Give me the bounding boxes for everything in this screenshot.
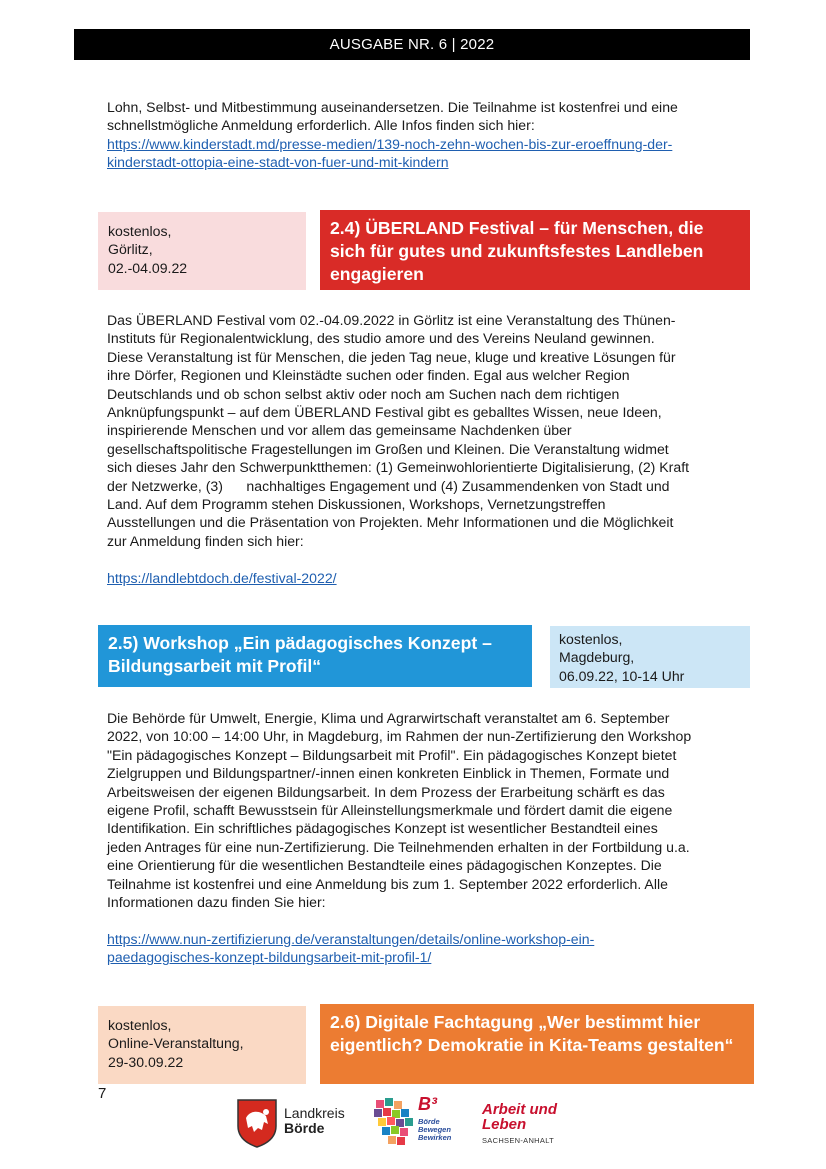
body-line: Das ÜBERLAND Festival vom 02.-04.09.2022 in Görlitz ist eine Veranstaltung des Thünen- bbox=[107, 312, 676, 328]
body-line: Land. Auf dem Programm stehen Diskussionen, Workshops, Vernetzungstreffen bbox=[107, 496, 606, 513]
logo-landkreis-text: Landkreis bbox=[284, 1105, 345, 1121]
body-line: eine Orientierung für die wesentlichen Bestandteile eines pädagogischen Konzeptes. Die bbox=[107, 857, 662, 874]
body-line: Die Behörde für Umwelt, Energie, Klima und Agrarwirtschaft veranstaltet am 6. September bbox=[107, 710, 670, 726]
page-number: 7 bbox=[98, 1085, 107, 1102]
festival-link[interactable]: https://landlebtdoch.de/festival-2022/ bbox=[107, 569, 337, 586]
body-line: Zielgruppen und Bildungspartner/-innen einen konkreten Einblick in Themen, Formate und bbox=[107, 765, 670, 782]
kinderstadt-link-line1[interactable]: https://www.kinderstadt.md/presse-medien/139-noch-zehn-wochen-bis-zur-eroeffnung-der- bbox=[107, 135, 673, 152]
logo-arbeit-und-leben bbox=[482, 1102, 582, 1152]
logo-b3 bbox=[372, 1094, 462, 1154]
body-line: 2022, von 10:00 – 14:00 Uhr, in Magdeburg, im Rahmen der nun-Zertifizierung den Workshop bbox=[107, 728, 692, 745]
intro-text: Lohn, Selbst- und Mitbestimmung auseinandersetzen. Die Teilnahme ist kostenfrei und eine schnellstmögliche Anmeldung erforderlich. Alle Infos finden sich hier: bbox=[107, 99, 678, 134]
event-2-5-title bbox=[98, 625, 532, 687]
body-line: inspirierende Menschen und vor allem das gemeinsame Nachdenken über bbox=[107, 422, 572, 439]
body-line: "Ein pädagogisches Konzept – Bildungsarbeit mit Profil". Ein pädagogisches Konzept bietet bbox=[107, 746, 677, 763]
body-line: sich dieses Jahr den Schwerpunktthemen: (1) Gemeinwohlorientierte Digitalisierung, (2) Kraft bbox=[107, 459, 690, 476]
issue-header bbox=[74, 29, 750, 60]
event-2-6-location: Online-Veranstaltung, bbox=[108, 1035, 244, 1052]
event-2-4-title bbox=[320, 210, 750, 290]
body-line: Instituts für Regionalentwicklung, des studio amore und des Vereins Neuland gewinnen. bbox=[107, 330, 655, 347]
logo-boerde-text: Börde bbox=[284, 1120, 325, 1136]
b3-line: Bewegen bbox=[418, 1125, 451, 1134]
kinderstadt-link-line2[interactable]: kinderstadt-ottopia-eine-stadt-von-fuer-und-mit-kindern bbox=[107, 154, 449, 171]
b3-line: Bewirken bbox=[418, 1133, 452, 1142]
body-line: Identifikation. Ein schriftliches pädagogisches Konzept ist wesentlicher Bestandteil eines bbox=[107, 820, 658, 837]
event-2-6-info bbox=[98, 1006, 306, 1084]
body-line: Ausstellungen und die Präsentation von Projekten. Mehr Informationen und die Möglichkeit bbox=[107, 514, 674, 531]
body-line: Informationen dazu finden Sie hier: bbox=[107, 894, 326, 911]
event-2-4-title-text: 2.4) ÜBERLAND Festival – für Menschen, die sich für gutes und zukunftsfestes Landleben engagieren bbox=[330, 218, 704, 284]
event-2-5-info bbox=[550, 626, 750, 688]
event-2-5-date: 06.09.22, 10-14 Uhr bbox=[559, 667, 685, 684]
event-2-5-cost: kostenlos, bbox=[559, 631, 623, 647]
body-line: Diese Veranstaltung ist für Menschen, die jeden Tag neue, kluge und kreative Lösungen für bbox=[107, 348, 676, 365]
intro-paragraph bbox=[107, 98, 747, 172]
body-line: der Netzwerke, (3) nachhaltiges Engagement und (4) Zusammendenken von Stadt und bbox=[107, 477, 670, 494]
event-2-6-title bbox=[320, 1004, 754, 1084]
body-line: Deutschlands und ob schon selbst aktiv oder noch am Suchen nach dem richtigen bbox=[107, 385, 620, 402]
logo-landkreis-boerde bbox=[236, 1098, 346, 1150]
nun-link-line2[interactable]: paedagogisches-konzept-bildungsarbeit-mit-profil-1/ bbox=[107, 949, 432, 966]
b3-mark: B³ bbox=[418, 1094, 437, 1114]
event-2-6-date: 29-30.09.22 bbox=[108, 1053, 184, 1070]
event-2-4-location: Görlitz, bbox=[108, 241, 153, 258]
boerde-coat-of-arms-icon bbox=[236, 1098, 278, 1148]
body-line: Teilnahme ist kostenfrei und eine Anmeldung bis zum 1. September 2022 erforderlich. Alle bbox=[107, 875, 668, 892]
body-line: gesellschaftspolitische Fragestellungen im Großen und Kleinen. Die Veranstaltung widmet bbox=[107, 440, 669, 457]
footer-logos bbox=[0, 1094, 826, 1154]
nun-link-line1[interactable]: https://www.nun-zertifizierung.de/veranstaltungen/details/online-workshop-ein- bbox=[107, 930, 595, 947]
body-line: Anknüpfungspunkt – auf dem ÜBERLAND Festival gibt es geballtes Wissen, neue Ideen, bbox=[107, 404, 662, 421]
logo-arbeit-und-text: Arbeit und bbox=[482, 1101, 557, 1118]
body-line: zur Anmeldung finden sich hier: bbox=[107, 532, 304, 549]
event-2-6-title-text: 2.6) Digitale Fachtagung „Wer bestimmt hier eigentlich? Demokratie in Kita-Teams gestalten“ bbox=[330, 1012, 734, 1055]
event-2-4-cost: kostenlos, bbox=[108, 223, 172, 239]
body-line: Arbeitsweisen der eigenen Bildungsarbeit. In dem Prozess der Erarbeitung schärft es das bbox=[107, 783, 665, 800]
event-2-5-body bbox=[107, 709, 747, 967]
body-line: jeden Antrages für eine nun-Zertifizierung. Die Teilnehmenden erhalten in der Fortbildung u.a. bbox=[107, 838, 690, 855]
event-2-4-body bbox=[107, 311, 747, 587]
event-2-5-location: Magdeburg, bbox=[559, 649, 635, 666]
body-line: ihre Dörfer, Regionen und Kleinstädte suchen oder finden. Egal aus welcher Region bbox=[107, 367, 630, 384]
b3-line: Börde bbox=[418, 1117, 440, 1126]
event-2-6-cost: kostenlos, bbox=[108, 1017, 172, 1033]
event-2-4-info bbox=[98, 212, 306, 290]
logo-leben-text: Leben bbox=[482, 1116, 527, 1133]
body-line: eigene Profil, schafft Bewusstsein für Alleinstellungsmerkmale und fördert damit die eigene bbox=[107, 802, 673, 819]
logo-sachsen-anhalt-text: SACHSEN-ANHALT bbox=[482, 1136, 554, 1145]
event-2-4-date: 02.-04.09.22 bbox=[108, 259, 188, 276]
issue-label: AUSGABE NR. 6 | 2022 bbox=[329, 36, 495, 53]
event-2-5-title-text: 2.5) Workshop „Ein pädagogisches Konzept – Bildungsarbeit mit Profil“ bbox=[108, 633, 492, 676]
